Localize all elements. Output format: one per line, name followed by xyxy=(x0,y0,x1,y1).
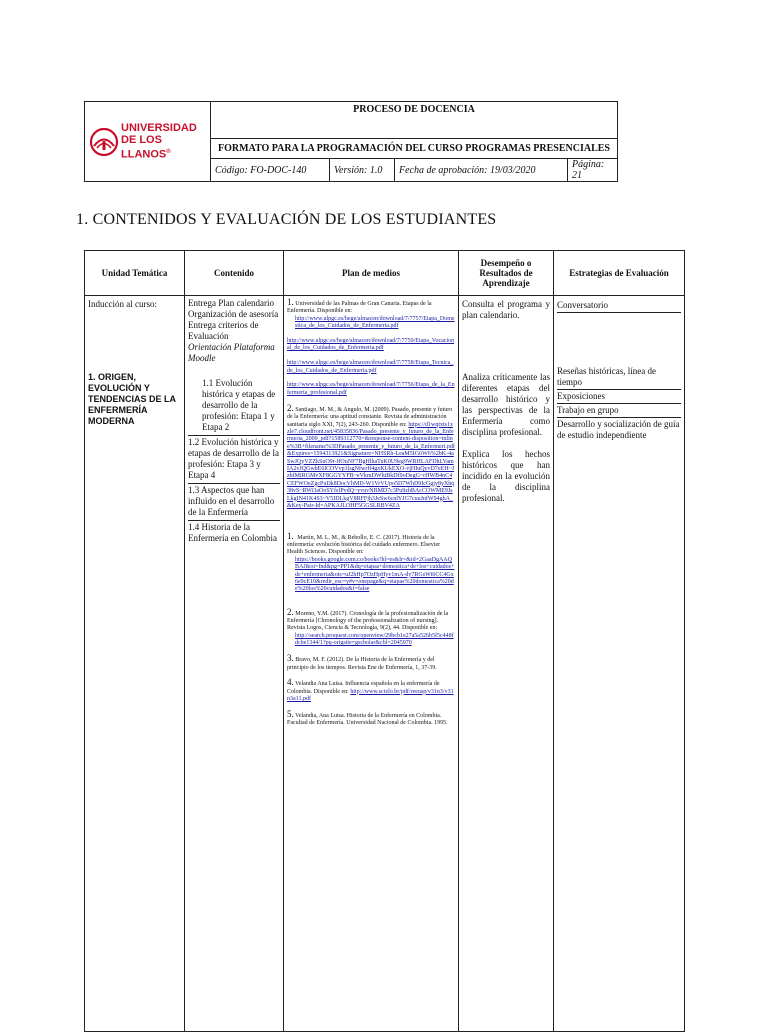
reference-7: 5. Velandia, Ana Luisa. Historia de la Enfermería en Colombia. Facultad de Enfermería. Universidad Nacional de Colombia. 1995. xyxy=(287,708,448,727)
university-logo xyxy=(89,122,206,161)
reference-1-link-4[interactable]: http://www.ulpgc.es/hege/almacen/download/7/7756/Etapa_de_la_Enfermeria_profesional.pdf xyxy=(287,382,455,396)
contenido-item-1-2: 1.2 Evolución histórica y etapas de desarrollo de la profesión: Etapa 3 y Etapa 4 xyxy=(188,436,280,484)
cell-desempeno xyxy=(459,296,554,1032)
col-header-estrategias: Estrategias de Evaluación xyxy=(554,251,685,296)
reference-6-link[interactable]: http://www.scielo.br/pdf/reeusp/v31n3/v31n3a11.pdf xyxy=(287,688,454,703)
header-page: Página: 21 xyxy=(568,159,618,182)
unidad-topic: 1. ORIGEN, EVOLUCIÓN Y TENDENCIAS DE LA ENFERMERÍA MODERNA xyxy=(88,372,176,426)
cell-contenido xyxy=(185,296,284,1032)
table-header-row xyxy=(85,251,685,296)
reference-1-link-1[interactable]: http://www.ulpgc.es/hege/almacen/download/7/7757/Etapa_Domestica_de_los_Cuidados_de_Enfermeria.pdf xyxy=(295,315,455,330)
reference-3-link[interactable]: https://books.google.com.co/books?hl=es&lr=&id=2GaaDgAAQBAJ&oi=fnd&pg=PP1&dq=etapas+domestica+de+los+cuidados+de+enfermeria&ots=uJ2hHp7OzHpHyv1mA-dy7RGsWt6CC4Gx6e9cE10&redir_esc=y#v=onepage&q=etapas%20domestica%20de%20los%20cuidados&f=false xyxy=(295,556,455,593)
reference-1-link-3[interactable]: http://www.ulpgc.es/hege/almacen/download/7/7758/Etapa_Tecnica_de_los_Cuidados_de_Enfermeria.pdf xyxy=(287,360,454,374)
estrategia-2: Reseñas históricas, línea de tiempo xyxy=(557,365,681,390)
reference-5: 3. Bravo, M. F. (2012). De la Historia de la Enfermería y del principio de los tiempos. Revista Ene de Enfermería, 1, 37-39. xyxy=(287,653,437,671)
table-row xyxy=(85,296,685,1032)
section-title xyxy=(76,211,496,229)
logo-emblem-icon xyxy=(89,127,119,157)
desempeno-2: Analiza críticamente las diferentes etapas del desarrollo histórico y las perspectivas de la Enfermería como disciplina profesional. xyxy=(462,372,550,437)
content-table xyxy=(84,250,685,1032)
estrategia-5: Desarrollo y socialización de guía de estudio independiente xyxy=(557,419,680,440)
contenido-item-1-1: 1.1 Evolución histórica y etapas de desarrollo de la profesión: Etapa 1 y Etapa 2 xyxy=(202,378,276,432)
contenido-orientacion: Orientación Plataforma Moodle xyxy=(188,342,275,363)
logo-line-1: UNIVERSIDAD xyxy=(121,122,197,135)
reference-4: 2. Moreno, Y.M. (2017). Cronología de la profesionalización de la Enfermería [Chronology of the professionalization of nursing]. Revista Logos, Ciencia & Tecnología, 9(2), 44. Disponible en: http://search.proquest.com/openview/29bcb1e27a5a526b5f5c448fdcbe1344/1?pq-origsite=gscholar&cbl=2045970 xyxy=(287,606,454,647)
estrategia-1: Conversatorio xyxy=(557,299,681,313)
header-version: Versión: 1.0 xyxy=(330,159,395,182)
section-number: 1. xyxy=(76,211,89,228)
reference-4-link[interactable]: http://search.proquest.com/openview/29bcb1e27a5a526b5f5c448fdcbe1344/1?pq-origsite=gscholar&cbl=2045970 xyxy=(295,632,454,647)
contenido-entrega-criterios: Entrega criterios de Evaluación xyxy=(188,320,259,341)
unidad-intro: Inducción al curso: xyxy=(88,299,157,309)
reference-1-link-2[interactable]: http://www.ulpgc.es/hege/almacen/download/7/7759/Etapa_Vocacional_de_los_Cuidados_de_Enfermeria.pdf xyxy=(287,338,455,352)
col-header-desempeno: Desempeño o Resultados de Aprendizaje xyxy=(459,251,554,296)
header-title: PROCESO DE DOCENCIA xyxy=(211,102,618,139)
contenido-entrega-plan: Entrega Plan calendario xyxy=(188,298,274,308)
cell-estrategias xyxy=(554,296,685,1032)
col-header-contenido: Contenido xyxy=(185,251,284,296)
reference-2: 2. Santiago, M. M., & Angulo, M. (2009). Pasado, presente y futuro de la Enfermería: una aptitud constante. Revista de administración sanitaria siglo XXI, 7(2), 243-260. Disponible en: https://d1wqtxts1xzle7.cloudfront.net/45835836/Pasado_presente_y_futuro_de_la_Enfermeria_2009_pdf?1589312770=&response-content-disposition=inline%3B+filename%3DPasado_presente_y_futuro_de_la_Enfermeri.pdf&Expires=1594313921&Signature=NHSRh-LeaM5IG6W6%2bK-4aSwJQyVZZkSuO9r-ffOuNF7BgHlhaTuK0U9eg9WRHLAFDhLVamIA2vJQGwbE6lCOVvp1lsgNfwrff4gxKUkEXO-vjHIuQyvD7eEH~JzhfMiRGMvXF8GGYYFB~eVkmDWhtBkDf9oDegG~rHWB4nC4CEFWOeZgcPuDk8DocVhMD-W1VrVUpo5D7WhD9IcGgjy8yXhq38vS~RWi3aOoSYfsfPvdQ~yvuvNBMD7c3Pu9zhBAcCOWME9JsLkgIN41K4S3~V5IDLkgV8RFFjh3JeSw6cnlYJG7cuuJnfW94ghA_&Key-Pair-Id=APKAJLOHF5GGSLRBV4ZA xyxy=(287,402,455,509)
estrategia-4: Trabajo en grupo xyxy=(557,404,681,418)
desempeno-1: Consulta el programa y plan calendario. xyxy=(462,299,550,320)
header-approval-date: Fecha de aprobación: 19/03/2020 xyxy=(395,159,568,182)
contenido-organizacion: Organización de asesoría xyxy=(188,309,279,319)
col-header-unidad: Unidad Temática xyxy=(85,251,185,296)
estrategia-3: Exposiciones xyxy=(557,390,681,404)
document-header xyxy=(84,101,618,182)
contenido-item-1-4: 1.4 Historia de la Enfermería en Colombia xyxy=(188,522,277,543)
logo-cell xyxy=(85,102,211,182)
cell-plan-medios xyxy=(284,296,459,1032)
section-heading: CONTENIDOS Y EVALUACIÓN DE LOS ESTUDIANTES xyxy=(92,211,497,228)
desempeno-3: Explica los hechos históricos que han incidido en la evolución de la disciplina profesional. xyxy=(462,449,550,503)
header-code: Código: FO-DOC-140 xyxy=(211,159,330,182)
reference-2-link[interactable]: https://d1wqtxts1xzle7.cloudfront.net/45835836/Pasado_presente_y_futuro_de_la_Enfermeria_2009_pdf?1589312770=&response-content-disposition=inline%3B+filename%3DPasado_presente_y_futuro_de_la_Enfermeri.pdf&Expires=1594313921&Signature=NHSRh-LeaM5IG6W6%2bK-4aSwJQyVZZkSuO9r-ffOuNF7BgHlhaTuK0U9eg9WRHLAFDhLVamIA2vJQGwbE6lCOVvp1lsgNfwrff4gxKUkEXO-vjHIuQyvD7eEH~JzhfMiRGMvXF8GGYYFB~eVkmDWhtBkDf9oDegG~rHWB4nC4CEFWOeZgcPuDk8DocVhMD-W1VrVUpo5D7WhD9IcGgjy8yXhq38vS~RWi3aOoSYfsfPvdQ~yvuvNBMD7c3Pu9zhBAcCOWME9JsLkgIN41K4S3~V5IDLkgV8RFFjh3JeSw6cnlYJG7cuuJnfW94ghA_&Key-Pair-Id=APKAJLOHF5GGSLRBV4ZA xyxy=(287,421,455,509)
cell-unidad xyxy=(85,296,185,1032)
reference-1: 1. Universidad de las Palmas de Gran Canaria. Etapas de la Enfermería. Disponible en: http://www.ulpgc.es/hege/almacen/download/7/7757/Etapa_Domestica_de_los_Cuidados_de_Enfermeria.pdf http://www.ulpgc.es/hege/almacen/download/7/7759/Etapa_Vocacional_de_los_Cuidados_de_Enfermeria.pdf http://www.ulpgc.es/hege/almacen/download/7/7758/Etapa_Tecnica_de_los_Cuidados_de_Enfermeria.pdf http://www.ulpgc.es/hege/almacen/download/7/7756/Etapa_de_la_Enfermeria_profesional.pdf xyxy=(287,297,455,396)
reference-6: 4. Velandia Ana Luisa. Influencia española en la enfermería de Colombia. Disponible en: http://www.scielo.br/pdf/reeusp/v31n3/v31n3a11.pdf xyxy=(287,677,454,703)
logo-registered: ® xyxy=(166,149,171,156)
reference-3: 1. Martín, M. L. M., & Rebollo, E. C. (2017). Historia de la enfermería: evolución histórica del cuidado enfermero. Elsevier Health Sciences. Disponible en: https://books.google.com.co/books?hl=es&lr=&id=2GaaDgAAQBAJ&oi=fnd&pg=PP1&dq=etapas+domestica+de+los+cuidados+de+enfermeria&ots=uJ2hHp7OzHpHyv1mA-dy7RGsWt6CC4Gx6e9cE10&redir_esc=y#v=onepage&q=etapas%20domestica%20de%20los%20cuidados&f=false xyxy=(287,530,455,593)
col-header-plan: Plan de medios xyxy=(284,251,459,296)
contenido-item-1-3: 1.3 Aspectos que han influido en el desarrollo de la Enfermería xyxy=(188,484,280,521)
logo-line-2: DE LOS LLANOS xyxy=(121,134,167,161)
header-subtitle: FORMATO PARA LA PROGRAMACIÓN DEL CURSO PROGRAMAS PRESENCIALES xyxy=(211,139,618,159)
